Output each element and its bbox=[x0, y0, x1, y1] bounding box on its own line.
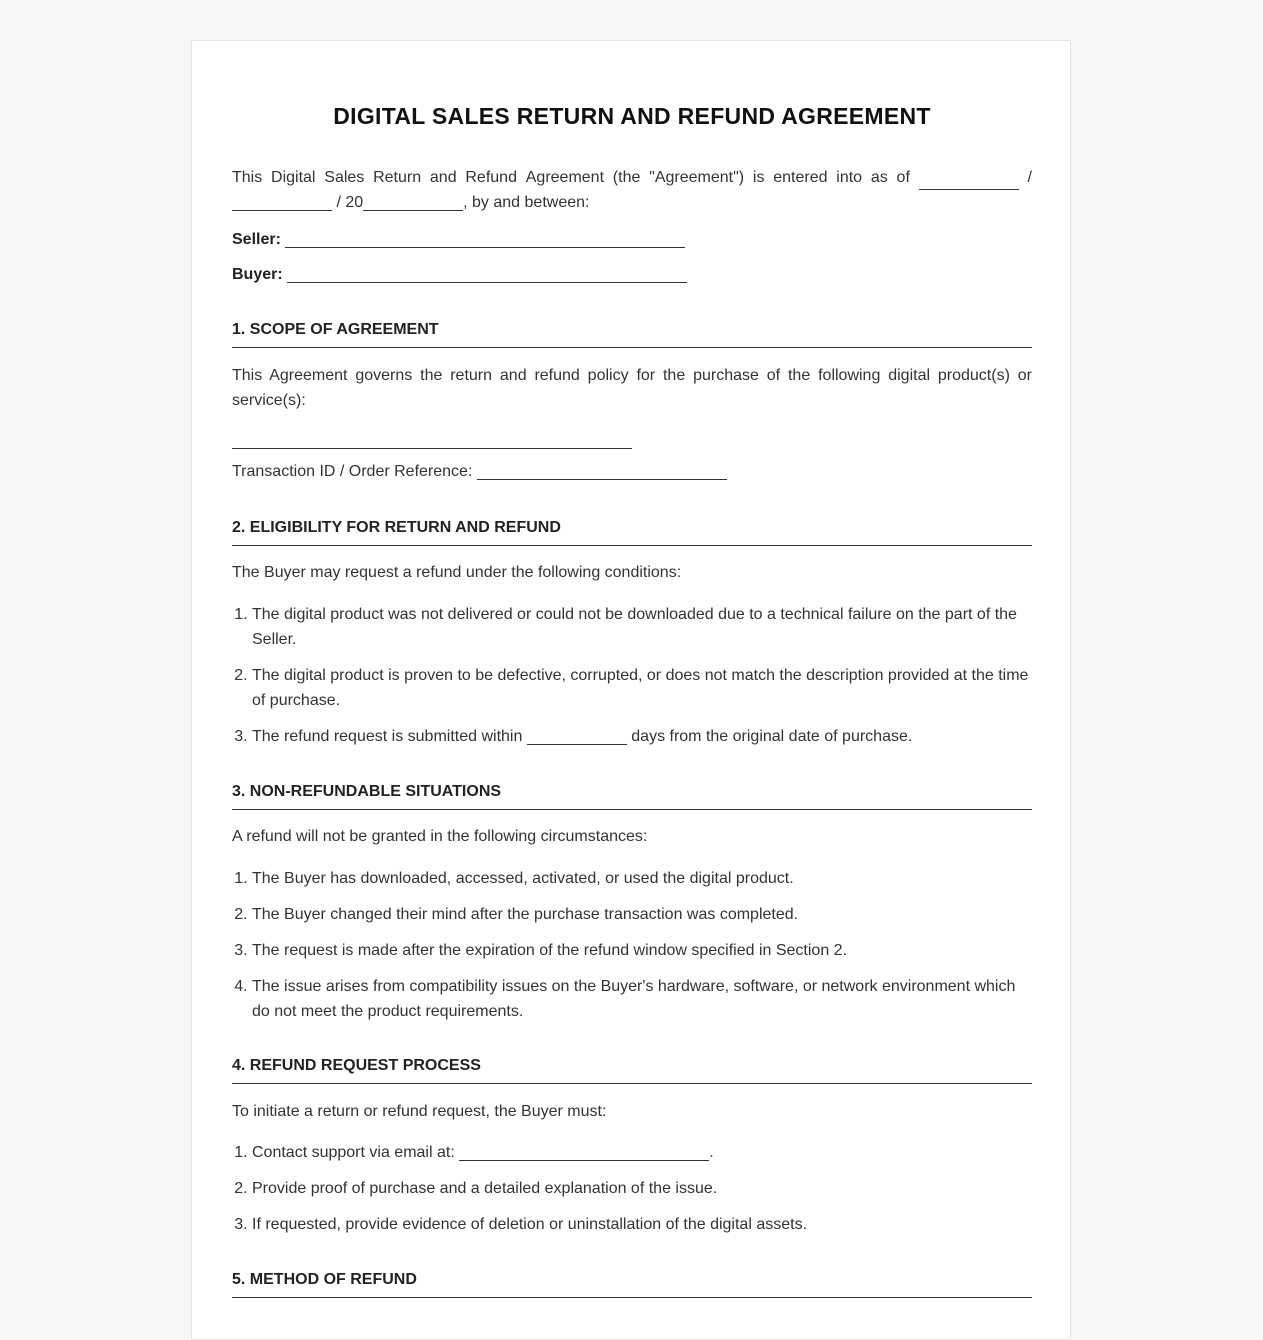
buyer-field[interactable] bbox=[287, 264, 687, 283]
intro-word: as bbox=[870, 169, 888, 186]
seller-field[interactable] bbox=[285, 229, 685, 248]
list-item: 3. If requested, provide evidence of deletion or uninstallation of the digital assets. bbox=[252, 1212, 1032, 1237]
list-item-text: Contact support via email at: bbox=[252, 1144, 455, 1161]
buyer-label: Buyer: bbox=[232, 266, 283, 283]
date-day-field[interactable] bbox=[919, 171, 1019, 190]
intro-word: This bbox=[232, 169, 263, 186]
product-field[interactable] bbox=[232, 430, 632, 449]
list-item-text: The refund request is submitted within bbox=[252, 728, 523, 745]
intro-word: Agreement bbox=[525, 169, 605, 186]
list-item: 2. The digital product is proven to be defective, corrupted, or does not match the description provided at the time of purchase. bbox=[252, 663, 1032, 713]
buyer-line bbox=[232, 262, 1032, 287]
date-separator: / bbox=[1027, 169, 1032, 186]
list-item: 2. The Buyer changed their mind after the purchase transaction was completed. bbox=[252, 902, 1032, 927]
intro-word: Refund bbox=[465, 169, 517, 186]
intro-word: is bbox=[752, 169, 765, 186]
section-heading: 3. NON-REFUNDABLE SITUATIONS bbox=[232, 782, 1032, 810]
list-item: 2. Provide proof of purchase and a detailed explanation of the issue. bbox=[252, 1176, 1032, 1201]
section-heading: 1. SCOPE OF AGREEMENT bbox=[232, 320, 1032, 348]
intro-word: Sales bbox=[324, 169, 365, 186]
refund-days-field[interactable] bbox=[527, 726, 627, 745]
intro-word: of bbox=[896, 169, 910, 186]
non-refundable-list bbox=[232, 866, 1032, 1024]
list-item-text: days from the original date of purchase. bbox=[631, 728, 913, 745]
intro-word: into bbox=[836, 169, 863, 186]
intro-suffix: , by and between: bbox=[463, 194, 590, 211]
list-item: 1. The digital product was not delivered or could not be downloaded due to a technical failure on the part of the Seller. bbox=[252, 602, 1032, 652]
list-item bbox=[252, 1140, 1032, 1165]
section-heading: 5. METHOD OF REFUND bbox=[232, 1270, 1032, 1298]
intro-paragraph bbox=[232, 165, 1032, 215]
date-month-field[interactable] bbox=[232, 192, 332, 211]
product-line bbox=[232, 430, 1032, 450]
intro-word: Return bbox=[373, 169, 422, 186]
transaction-line bbox=[232, 459, 1032, 484]
section-heading: 2. ELIGIBILITY FOR RETURN AND REFUND bbox=[232, 518, 1032, 546]
seller-line bbox=[232, 227, 1032, 252]
list-item: 1. The Buyer has downloaded, accessed, activated, or used the digital product. bbox=[252, 866, 1032, 891]
list-item-text: . bbox=[709, 1144, 714, 1161]
transaction-label: Transaction ID / Order Reference: bbox=[232, 463, 473, 480]
list-item: 4. The issue arises from compatibility issues on the Buyer's hardware, software, or network environment which do not meet the product requirements. bbox=[252, 974, 1032, 1024]
transaction-id-field[interactable] bbox=[477, 461, 727, 480]
request-process-list bbox=[232, 1140, 1032, 1237]
intro-word: "Agreement") bbox=[649, 169, 745, 186]
non-refundable-paragraph: A refund will not be granted in the following circumstances: bbox=[232, 828, 648, 845]
intro-line-2 bbox=[232, 190, 1032, 215]
intro-word: entered bbox=[773, 169, 828, 186]
intro-word: Digital bbox=[271, 169, 316, 186]
support-email-field[interactable] bbox=[459, 1142, 709, 1161]
date-year-field[interactable] bbox=[363, 192, 463, 211]
document-page bbox=[191, 40, 1071, 1340]
scope-paragraph: This Agreement governs the return and refund policy for the purchase of the following digital product(s) or service(s): bbox=[232, 367, 1032, 409]
intro-line-1 bbox=[232, 165, 1032, 190]
document-title: DIGITAL SALES RETURN AND REFUND AGREEMENT bbox=[333, 103, 931, 129]
year-prefix: / 20 bbox=[336, 194, 364, 211]
eligibility-paragraph: The Buyer may request a refund under the following conditions: bbox=[232, 564, 682, 581]
request-process-paragraph: To initiate a return or refund request, the Buyer must: bbox=[232, 1103, 607, 1120]
intro-word: (the bbox=[612, 169, 641, 186]
intro-word: and bbox=[429, 169, 457, 186]
seller-label: Seller: bbox=[232, 231, 281, 248]
list-item bbox=[252, 724, 1032, 749]
list-item: 3. The request is made after the expiration of the refund window specified in Section 2. bbox=[252, 938, 1032, 963]
section-heading: 4. REFUND REQUEST PROCESS bbox=[232, 1056, 1032, 1084]
eligibility-list bbox=[232, 602, 1032, 749]
